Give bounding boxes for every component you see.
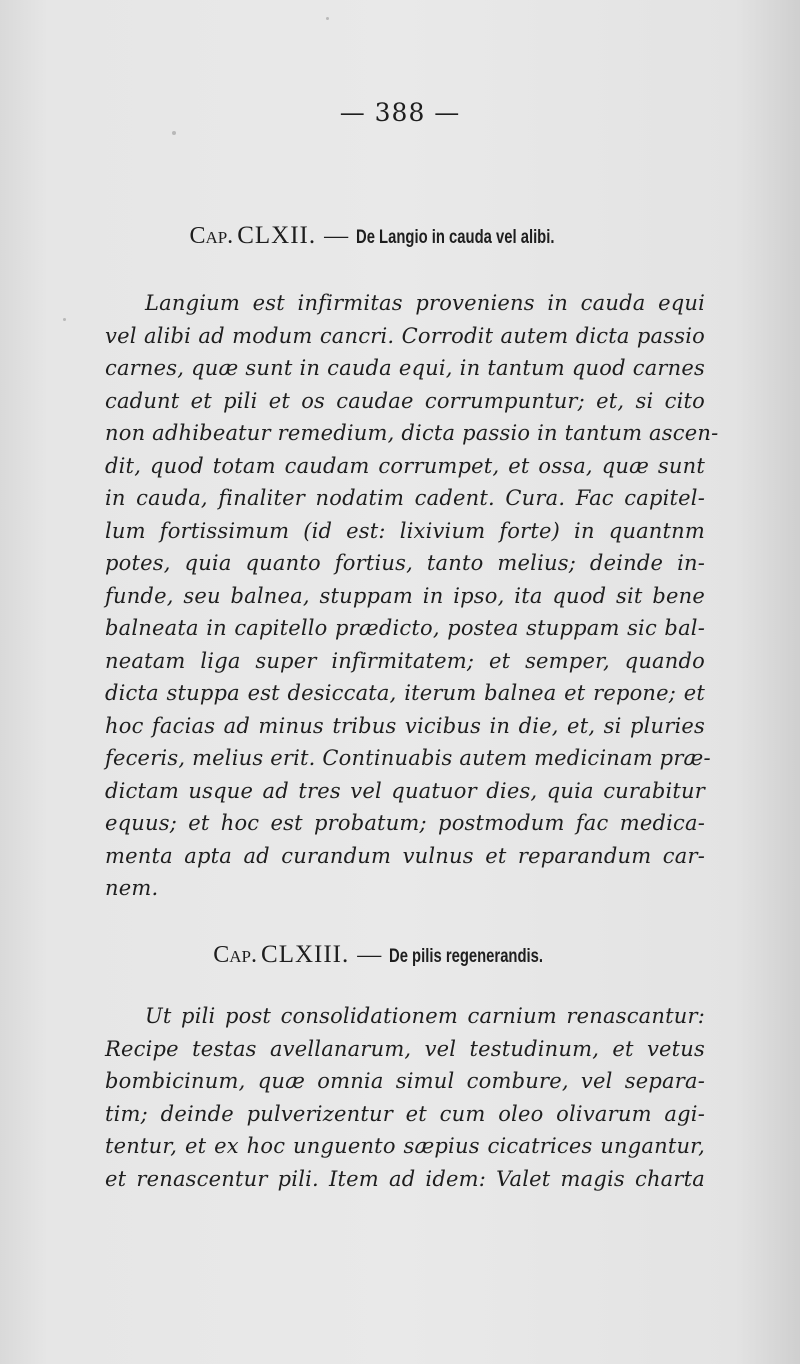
text-line: potes, quia quanto fortius, tanto melius; deinde in- (105, 551, 705, 575)
text-line: lum fortissimum (id est: lixivium forte) in quantnm (105, 518, 705, 543)
text-line: feceris, melius erit. Continuabis autem medicinam præ- (105, 746, 711, 770)
text-line: Ut pili post consolidationem carnium renascantur: (145, 1004, 705, 1028)
chapter-label: Cap. (189, 223, 234, 249)
text-line: hoc facias ad minus tribus vicibus in die, et, si pluries (105, 713, 705, 738)
text-line: non adhibeatur remedium, dicta passio in tantum ascen- (105, 421, 719, 445)
text-line: carnes, quæ sunt in cauda equi, in tantum quod carnes (105, 356, 705, 380)
chapter-heading (0, 941, 800, 969)
chapter-heading (0, 222, 800, 250)
text-line: neatam liga super infirmitatem; et semper, quando (105, 648, 705, 673)
chapter-text (105, 1000, 705, 1195)
text-line: vel alibi ad modum cancri. Corrodit autem dicta passio (105, 323, 705, 348)
chapter-text (105, 287, 719, 905)
chapter-subject: De Langio in cauda vel alibi. (356, 227, 555, 248)
text-line: dit, quod totam caudam corrumpet, et ossa, quæ sunt (105, 453, 705, 478)
chapter-number: CLXIII. (261, 941, 350, 968)
heading-dash: — (357, 942, 382, 968)
paper-speck (63, 318, 66, 321)
paper-speck (326, 17, 329, 20)
text-line: nem. (105, 876, 159, 900)
text-line: Recipe testas avellanarum, vel testudinum, et vetus (105, 1036, 705, 1061)
text-line: equus; et hoc est probatum; postmodum fac medica- (105, 811, 705, 835)
text-line: dictam usque ad tres vel quatuor dies, quia curabitur (105, 778, 705, 803)
heading-dash: — (324, 223, 349, 249)
page-number: — 388 — (339, 98, 461, 127)
text-line: menta apta ad curandum vulnus et reparandum car- (105, 843, 705, 868)
text-line: dicta stuppa est desiccata, iterum balnea et repone; et (105, 681, 705, 705)
text-line: cadunt et pili et os caudae corrumpuntur; et, si cito (105, 388, 705, 413)
text-line: tim; deinde pulverizentur et cum oleo olivarum agi- (105, 1101, 705, 1126)
text-line: in cauda, finaliter nodatim cadent. Cura. Fac capitel- (105, 486, 705, 510)
chapter-label: Cap. (213, 942, 258, 968)
paper-speck (172, 131, 176, 135)
text-line: bombicinum, quæ omnia simul combure, vel separa- (105, 1069, 705, 1093)
chapter-number: CLXII. (237, 222, 317, 249)
text-line: et renascentur pili. Item ad idem: Valet magis charta (105, 1166, 705, 1191)
text-line: Langium est infirmitas proveniens in cauda equi (145, 291, 705, 315)
chapter-subject: De pilis regenerandis. (389, 946, 544, 967)
text-line: funde, seu balnea, stuppam in ipso, ita quod sit bene (105, 583, 705, 608)
text-line: tentur, et ex hoc unguento sæpius cicatrices ungantur, (105, 1134, 705, 1158)
text-line: balneata in capitello prædicto, postea stuppam sic bal- (105, 616, 705, 640)
